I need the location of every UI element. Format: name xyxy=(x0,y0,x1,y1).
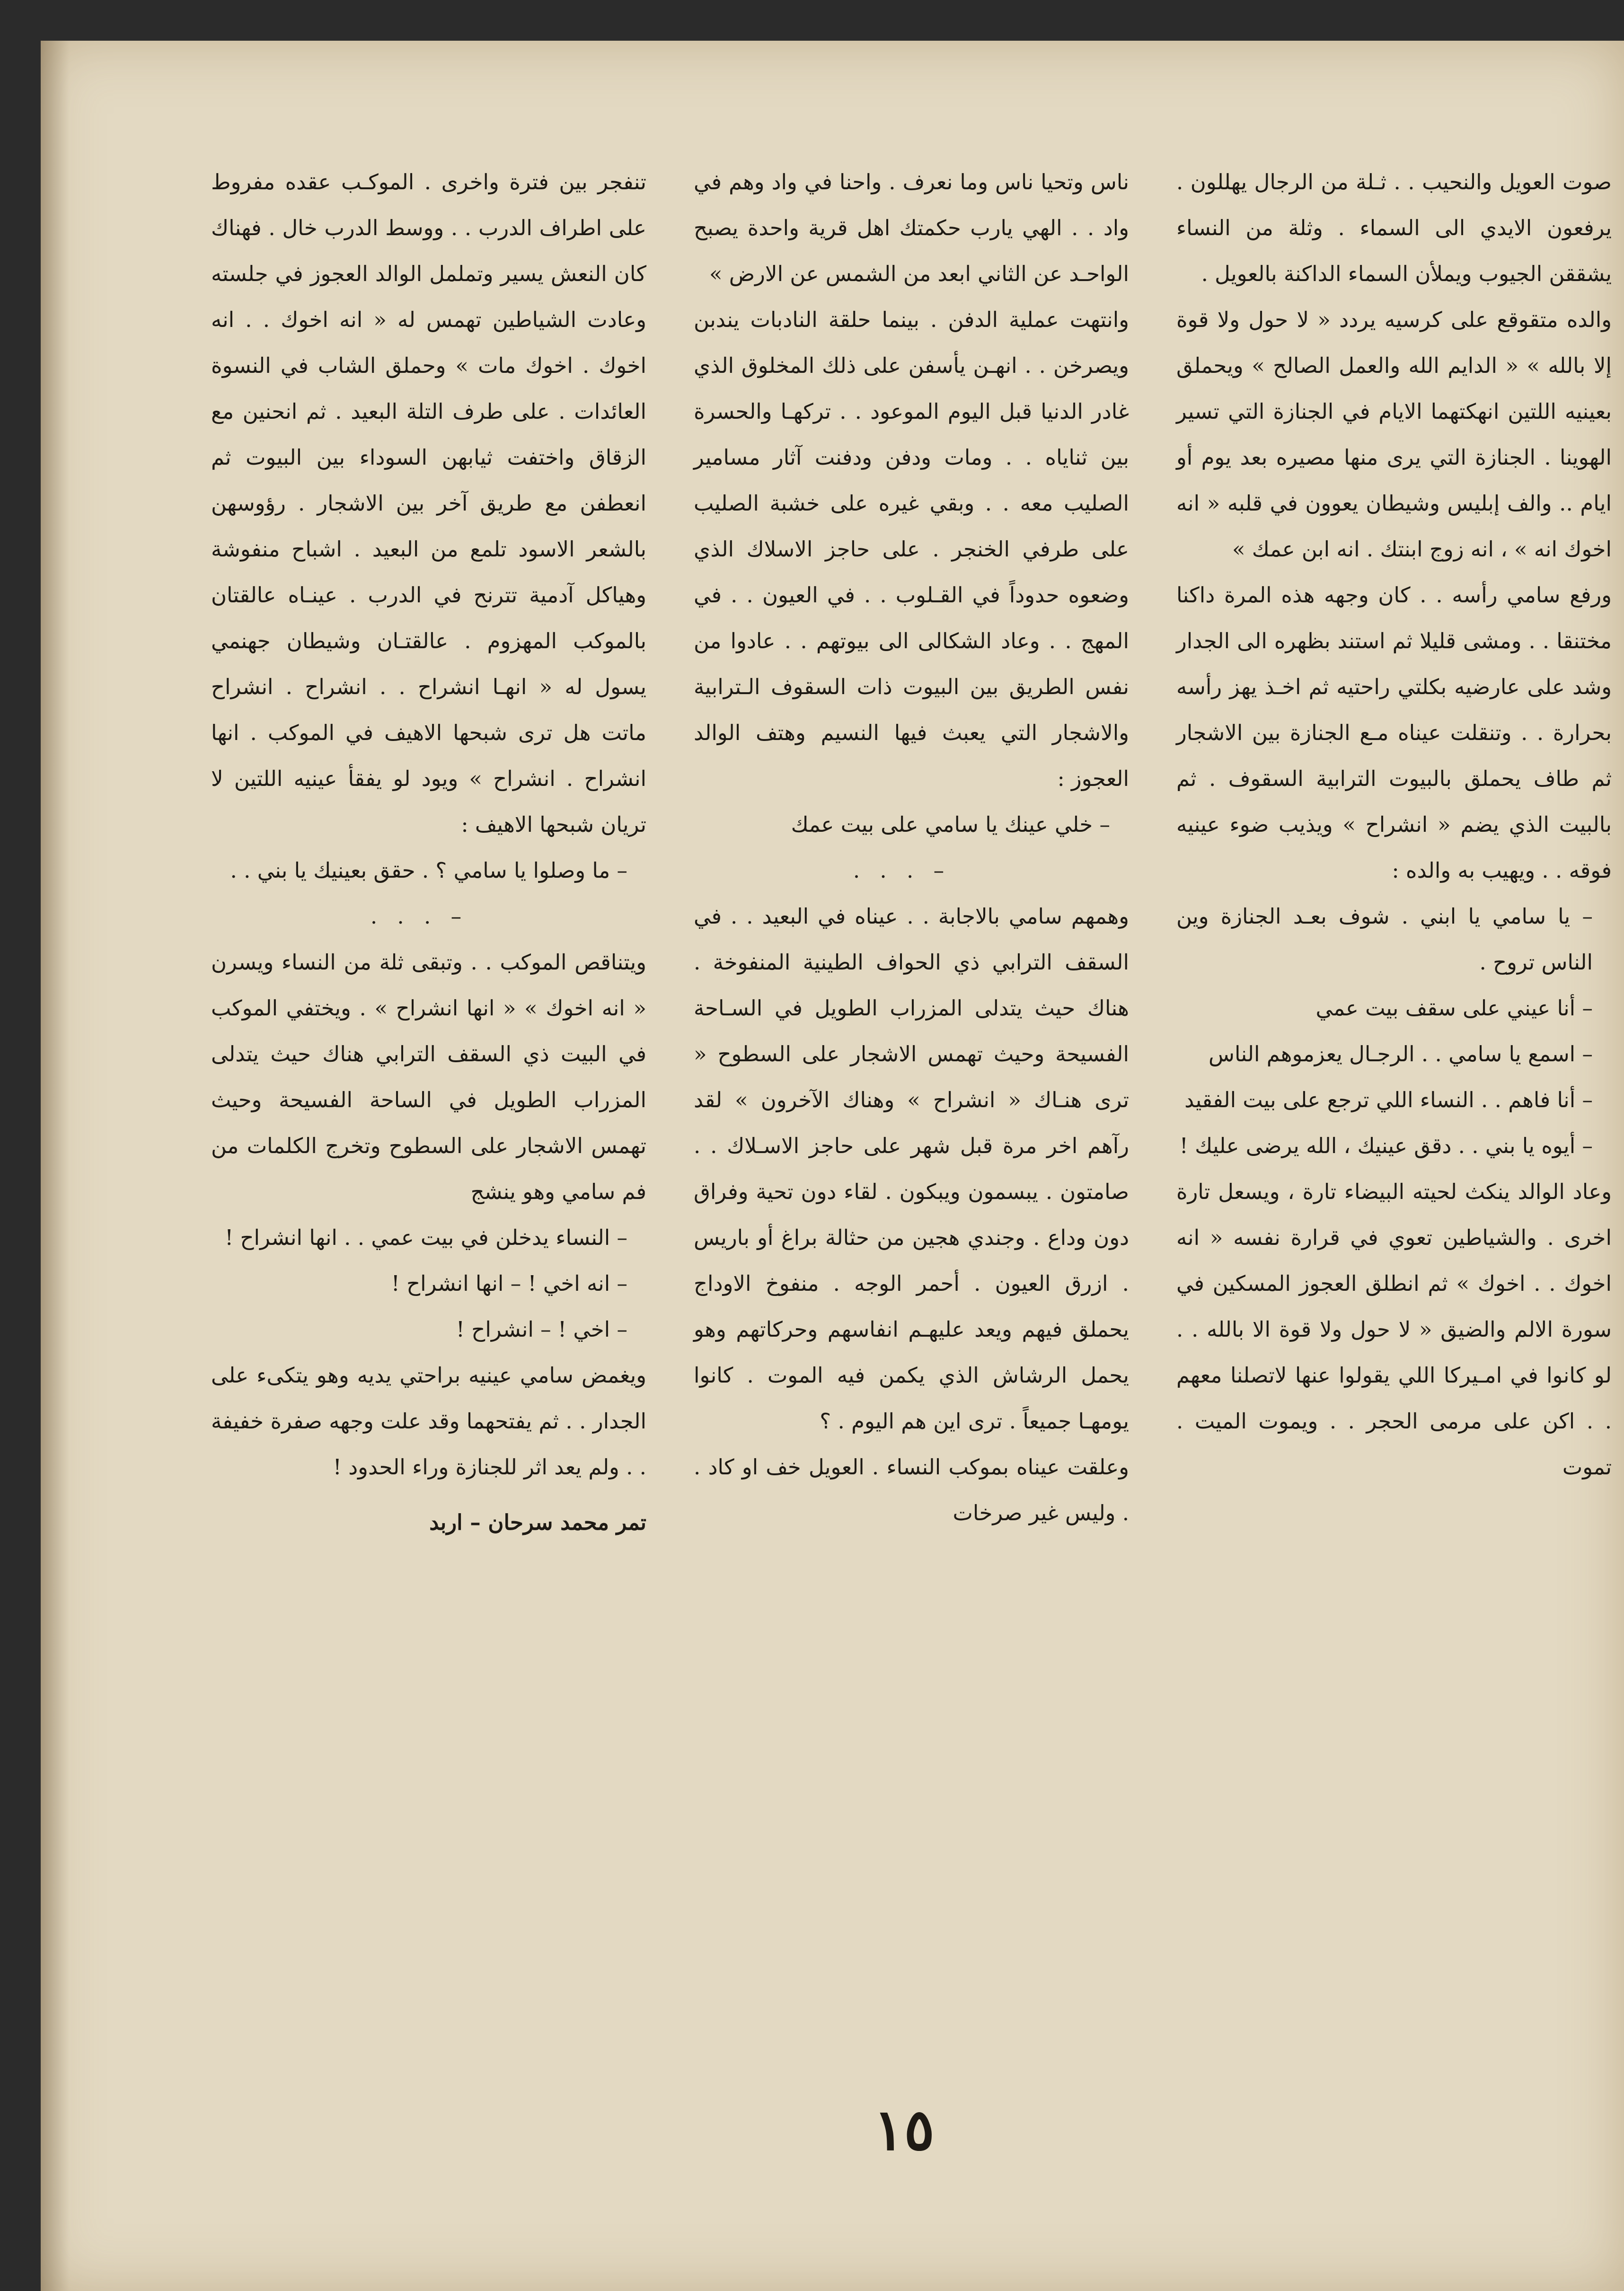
paragraph: ويتناقص الموكب . . وتبقى ثلة من النساء ويسرن « انه اخوك » « انها انشراح » . ويختفي الموكب في البيت ذي السقف الترابي هناك حيث يتدلى المزراب الطويل في الساحة الفسيحة وحيث تهمس الاشجار على السطوح وتخرج الكلمات من فم سامي وهو ينشج xyxy=(211,950,646,1204)
paragraph: ورفع سامي رأسه . . كان وجهه هذه المرة داكنا مختنقا . . ومشى قليلا ثم استند بظهره الى الجدار وشد على عارضيه بكلتي راحتيه ثم اخـذ يهز رأسه بحرارة . . وتنقلت عيناه مـع الجنازة بين الاشجار ثم طاف يحملق بالبيوت الترابية السقوف . ثم بالبيت الذي يضم « انشراح » ويذيب ضوء عينيه فوقه . . ويهيب به والده : xyxy=(1176,582,1612,883)
dialog-line: – أيوه يا بني . . دقق عينيك ، الله يرضى عليك ! xyxy=(1179,1133,1593,1158)
dialog-line: – ما وصلوا يا سامي ؟ . حقق بعينيك يا بني . . xyxy=(230,858,627,883)
dialog-ellipsis: – . . . xyxy=(853,858,951,883)
dialog-line: – أنا عيني على سقف بيت عمي xyxy=(1315,996,1593,1021)
author-signature: تمر محمد سرحان – اربد xyxy=(429,1510,646,1535)
paragraph: ويغمض سامي عينيه براحتي يديه وهو يتكىء على الجدار . . ثم يفتحهما وقد علت وجهه صفرة خفيفة . . ولم يعد اثر للجنازة وراء الحدود ! xyxy=(211,1363,646,1480)
paragraph: وهمهم سامي بالاجابة . . عيناه في البعيد . . في السقف الترابي ذي الحواف الطينية المنفوخة . هناك حيث يتدلى المزراب الطويل في السـاحة الفسيحة وحيث تهمس الاشجار على السطوح « ترى هنـاك « انشراح » وهناك الآخرون » لقد رآهم اخر مرة قبل شهر على حاجز الاسـلاك . . صامتون . يبسمون ويبكون . لقاء دون تحية وفراق دون وداع . وجندي هجين من حثالة براغ أو باريس . ازرق العيون . أحمر الوجه . منفوخ الاوداج يحملق فيهم ويعد عليهـم انفاسهم وحركاتهم وهو يحمل الرشاش الذي يكمن فيه الموت . كانوا يومهـا جميعاً . ترى اين هم اليوم . ؟ xyxy=(694,904,1129,1434)
paragraph: تنفجر بين فترة واخرى . الموكـب عقده مفروط على اطراف الدرب . . ووسط الدرب خال . فهناك كان النعش يسير وتململ الوالد العجوز في جلسته وعادت الشياطين تهمس له « انه اخوك . . انه اخوك . اخوك مات » وحملق الشاب في النسوة العائدات . على طرف التلة البعيد . ثم انحنين مع الزقاق واختفت ثيابهن السوداء بين البيوت ثم انعطفن مع طريق آخر بين الاشجار . رؤوسهن بالشعر الاسود تلمع من البعيد . اشباح منفوشة وهياكل آدمية تترنح في الدرب . عينـاه عالقتان بالموكب المهزوم . عالقتـان وشيطان جهنمي يسول له « انهـا انشراح . . انشراح . انشراح ماتت هل ترى شبحها الاهيف في الموكب . انها انشراح . انشراح » ويود لو يفقأ عينيه اللتين لا تريان شبحها الاهيف : xyxy=(211,169,646,837)
paragraph: والده متقوقع على كرسيه يردد « لا حول ولا قوة إلا بالله » « الدايم الله والعمل الصالح » ويحملق بعينيه اللتين انهكتهما الايام في الجنازة التي تسير الهوينا . الجنازة التي يرى منها مصيره بعد يوم أو ايام .. والف إبليس وشيطان يعوون في قلبه « انه اخوك انه » ، انه زوج ابنتك . انه ابن عمك » xyxy=(1176,307,1612,562)
dialog-line: – يا سامي يا ابني . شوف بعـد الجنازة وين الناس تروح . xyxy=(1176,904,1593,975)
paragraph: صوت العويل والنحيب . . ثـلة من الرجال يهللون . يرفعون الايدي الى السماء . وثلة من النساء يشققن الجيوب ويملأن السماء الداكنة بالعويل . xyxy=(1176,169,1612,286)
dialog-line: – اخي ! – انشراح ! xyxy=(456,1317,627,1342)
column-left xyxy=(211,159,646,2137)
column-middle xyxy=(694,159,1129,2137)
dialog-line: – النساء يدخلن في بيت عمي . . انها انشراح ! xyxy=(225,1225,627,1250)
text-columns xyxy=(211,159,1612,2137)
dialog-ellipsis: – . . . xyxy=(370,904,468,929)
page-number: ١٥ xyxy=(874,2097,935,2163)
column-right xyxy=(1176,159,1612,2137)
dialog-line: – خلي عينك يا سامي على بيت عمك xyxy=(791,812,1110,837)
dialog-line: – انه اخي ! – انها انشراح ! xyxy=(391,1271,627,1296)
paragraph: ناس وتحيا ناس وما نعرف . واحنا في واد وهم في واد . . الهي يارب حكمتك اهل قرية واحدة يصبح الواحـد عن الثاني ابعد من الشمس عن الارض » xyxy=(694,169,1129,286)
dialog-line: – أنا فاهم . . النساء اللي ترجع على بيت الفقيد xyxy=(1184,1087,1593,1112)
paragraph: وانتهت عملية الدفن . بينما حلقة النادبات يندبن ويصرخن . . انهـن يأسفن على ذلك المخلوق الذي غادر الدنيا قبل اليوم الموعود . . تركهـا والحسرة بين ثناياه . . ومات ودفن ودفنت آثار مسامير الصليب معه . . وبقي غيره على خشبة الصليب على طرفي الخنجر . على حاجز الاسلاك الذي وضعوه حدوداً في القـلوب . . في العيون . . في المهج . . وعاد الشكالى الى بيوتهم . . عادوا من نفس الطريق بين البيوت ذات السقوف الـترابية والاشجار التي يعبث فيها النسيم وهتف الوالد العجوز : xyxy=(694,307,1129,791)
page-shadow-edge xyxy=(41,41,69,2291)
dialog-line: – اسمع يا سامي . . الرجـال يعزموهم الناس xyxy=(1209,1041,1593,1066)
paragraph: وعلقت عيناه بموكب النساء . العويل خف او كاد . . وليس غير صرخات xyxy=(694,1454,1129,1525)
paragraph: وعاد الوالد ينكث لحيته البيضاء تارة ، ويسعل تارة اخرى . والشياطين تعوي في قرارة نفسه « انه اخوك . . اخوك » ثم انطلق العجوز المسكين في سورة الالم والضيق « لا حول ولا قوة الا بالله . . لو كانوا في امـيركا اللي يقولوا عنها لاتصلنا معهم . . اكن على مرمى الحجر . . ويموت الميت . تموت xyxy=(1176,1179,1612,1480)
magazine-page xyxy=(41,41,1624,2291)
